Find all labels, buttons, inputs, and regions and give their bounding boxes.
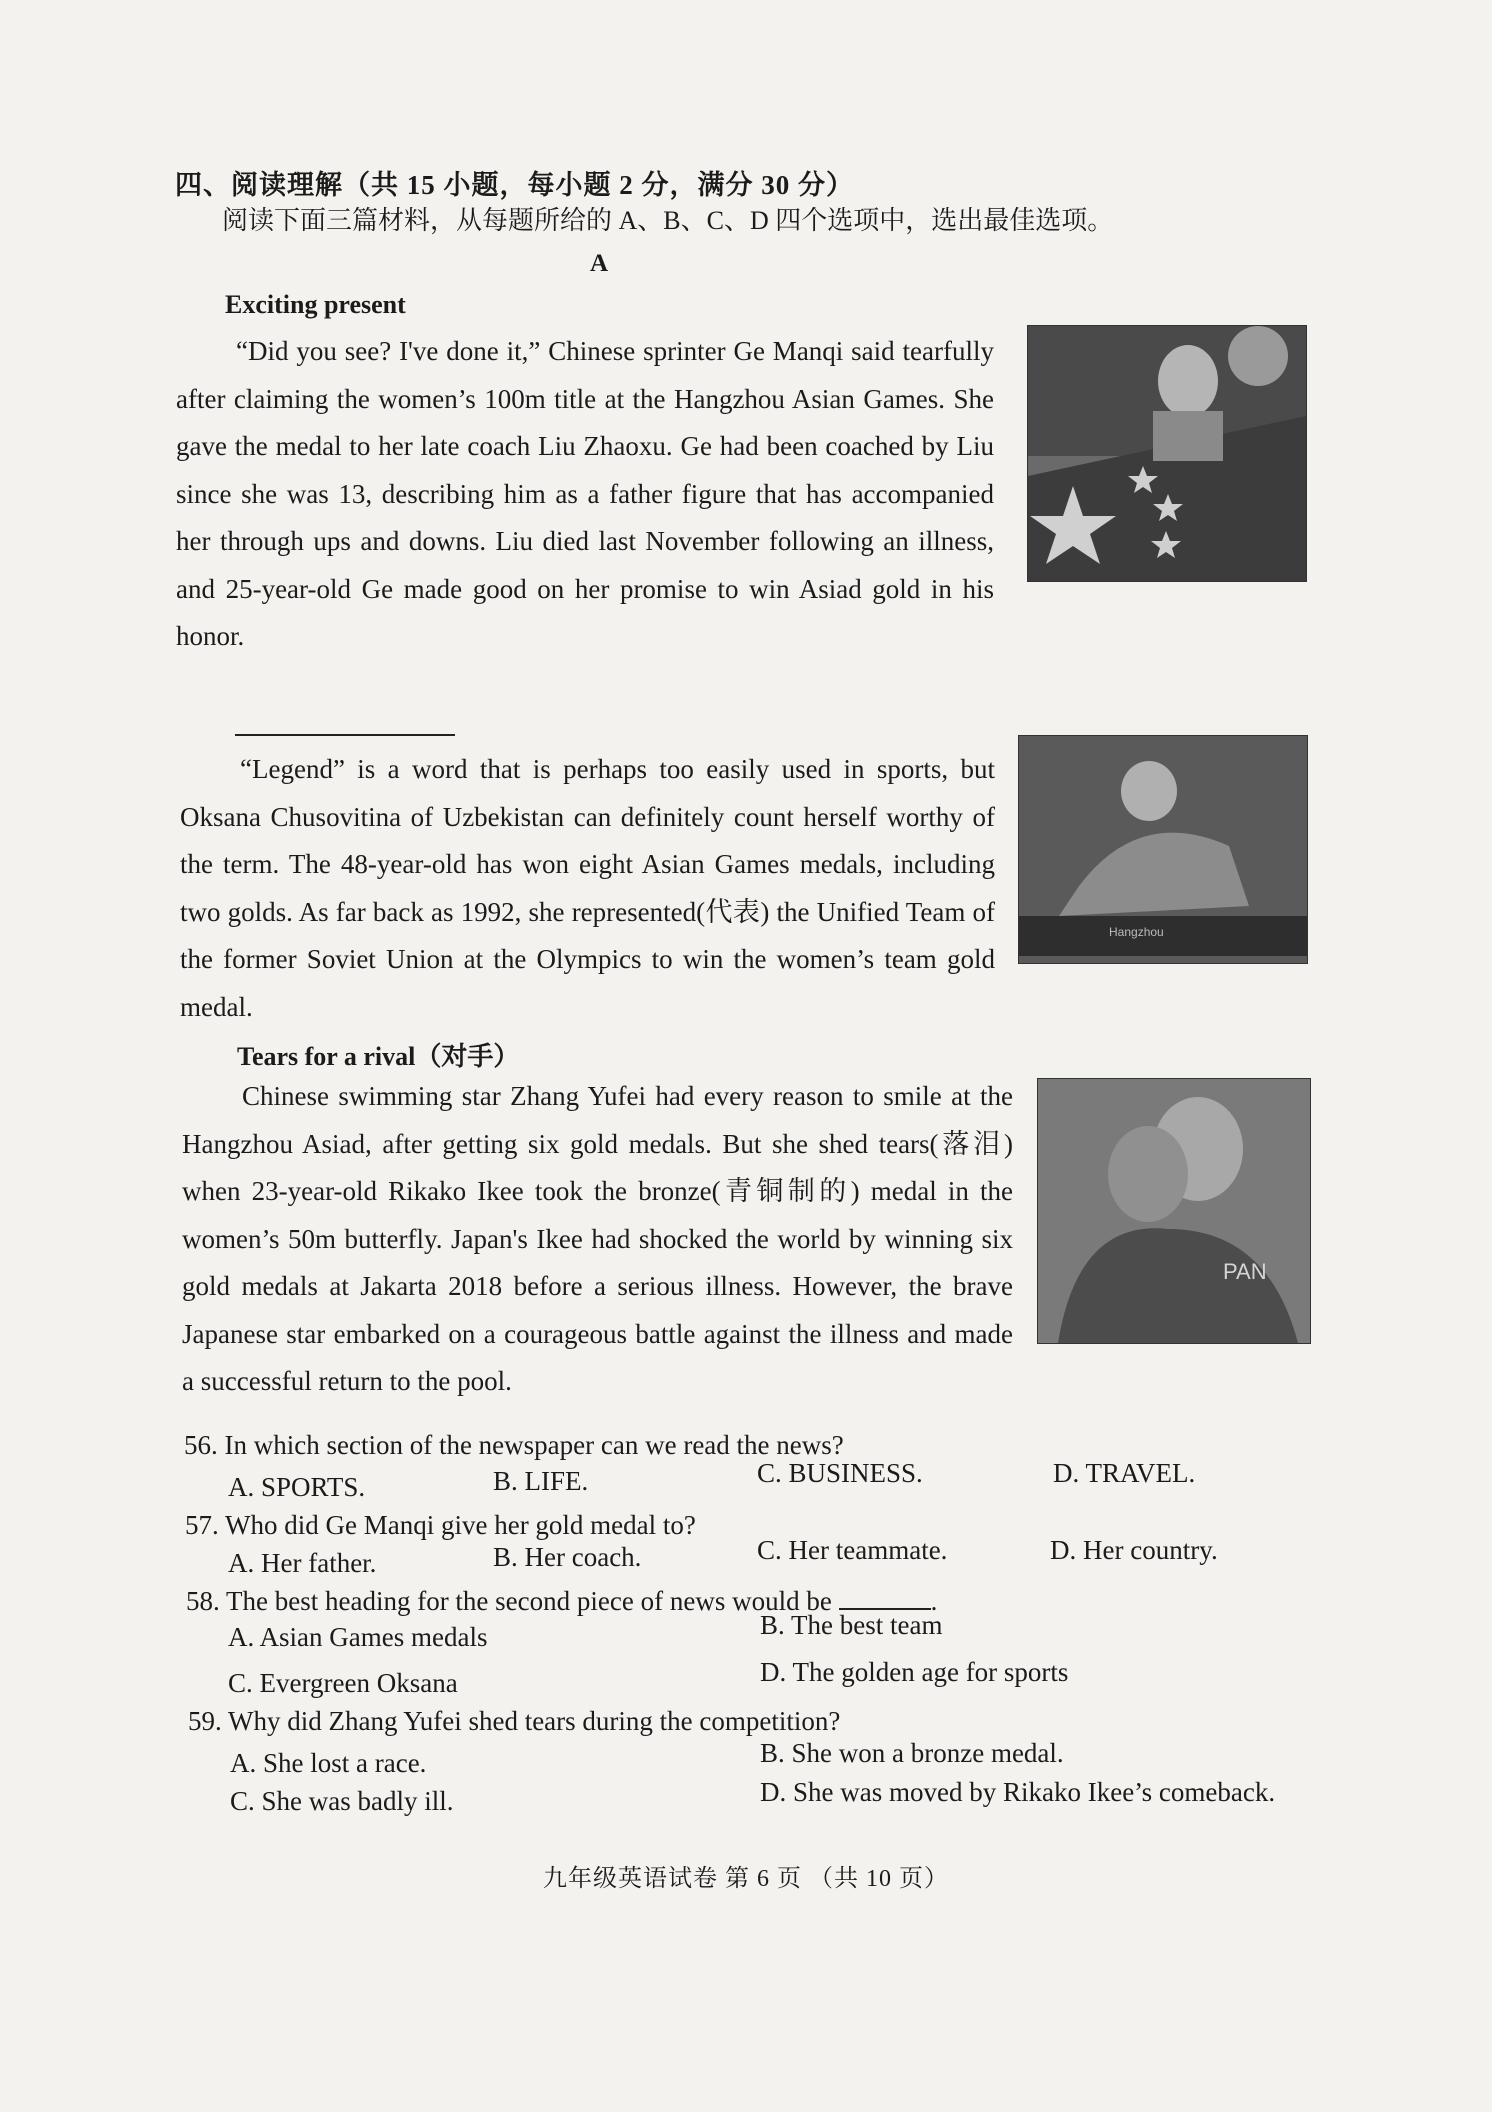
q58-option-d: D. The golden age for sports [760,1657,1069,1687]
q57-option-c: C. Her teammate. [757,1535,948,1565]
q57-option-a: A. Her father. [228,1548,377,1578]
q59-option-b: B. She won a bronze medal. [760,1738,1064,1768]
page-footer: 九年级英语试卷 第 6 页 （共 10 页） [543,1866,949,1892]
q56-option-b: B. LIFE. [493,1466,589,1496]
q58-option-b: B. The best team [760,1610,943,1640]
section-title: 四、阅读理解（共 15 小题，每小题 2 分，满分 30 分） [175,170,854,200]
q59-option-a: A. She lost a race. [230,1748,427,1778]
vault-text: Hangzhou [1109,925,1164,939]
gymnast-photo [1018,735,1308,964]
question-56-stem: 56. In which section of the newspaper can we read the news? [184,1430,844,1460]
q58-option-c: C. Evergreen Oksana [228,1668,458,1698]
q57-option-b: B. Her coach. [493,1542,642,1572]
sprinter-photo-image [1028,326,1306,581]
part-label: A [590,250,609,277]
q56-option-c: C. BUSINESS. [757,1458,923,1488]
q59-option-d: D. She was moved by Rikako Ikee’s comeback. [760,1777,1276,1807]
article-2-paragraph: “Legend” is a word that is perhaps too easily used in sports, but Oksana Chusovitina of Uzbekistan can definitely count herself worthy of the term. The 48-year-old has won eight Asian Games medals, including two golds. As far back as 1992, she represented(代表) the Unified Team of the former Soviet Union at the Olympics to win the women’s team gold medal. [180,754,995,1022]
article-1-paragraph: “Did you see? I've done it,” Chinese sprinter Ge Manqi said tearfully after claiming the women’s 100m title at the Hangzhou Asian Games. She gave the medal to her late coach Liu Zhaoxu. Ge had been coached by Liu since she was 13, describing him as a father figure that has accompanied her through ups and downs. Liu died last November following an illness, and 25-year-old Ge made good on her promise to win Asiad gold in his honor. [176,336,994,651]
q56-option-d: D. TRAVEL. [1053,1458,1196,1488]
gymnast-photo-image [1019,736,1307,963]
article-1-heading: Exciting present [225,290,406,319]
question-57-stem: 57. Who did Ge Manqi give her gold medal to? [185,1510,696,1540]
q59-option-c: C. She was badly ill. [230,1786,454,1816]
article-3-heading: Tears for a rival（对手） [237,1042,520,1071]
question-59-stem: 59. Why did Zhang Yufei shed tears during the competition? [188,1706,841,1736]
q58-option-a: A. Asian Games medals [228,1622,488,1652]
jersey-text: PAN [1223,1259,1267,1284]
q56-option-a: A. SPORTS. [228,1472,366,1502]
q58-stem-text: 58. The best heading for the second piece of news would be [186,1586,832,1616]
missing-heading-blank [235,734,455,736]
swimmers-photo-image [1038,1079,1310,1343]
swimmers-photo [1037,1078,1311,1344]
q57-option-d: D. Her country. [1050,1535,1218,1565]
q58-stem-end: . [930,1586,938,1616]
article-3-paragraph: Chinese swimming star Zhang Yufei had every reason to smile at the Hangzhou Asiad, after getting six gold medals. But she shed tears(落泪) when 23-year-old Rikako Ikee took the bronze(青铜制的) medal in the women’s 50m butterfly. Japan's Ikee had shocked the world by winning six gold medals at Jakarta 2018 before a serious illness. However, the brave Japanese star embarked on a courageous battle against the illness and made a successful return to the pool. [182,1081,1013,1396]
q58-answer-blank [839,1586,931,1610]
sprinter-photo [1027,325,1307,582]
instructions: 阅读下面三篇材料，从每题所给的 A、B、C、D 四个选项中，选出最佳选项。 [222,206,1114,235]
